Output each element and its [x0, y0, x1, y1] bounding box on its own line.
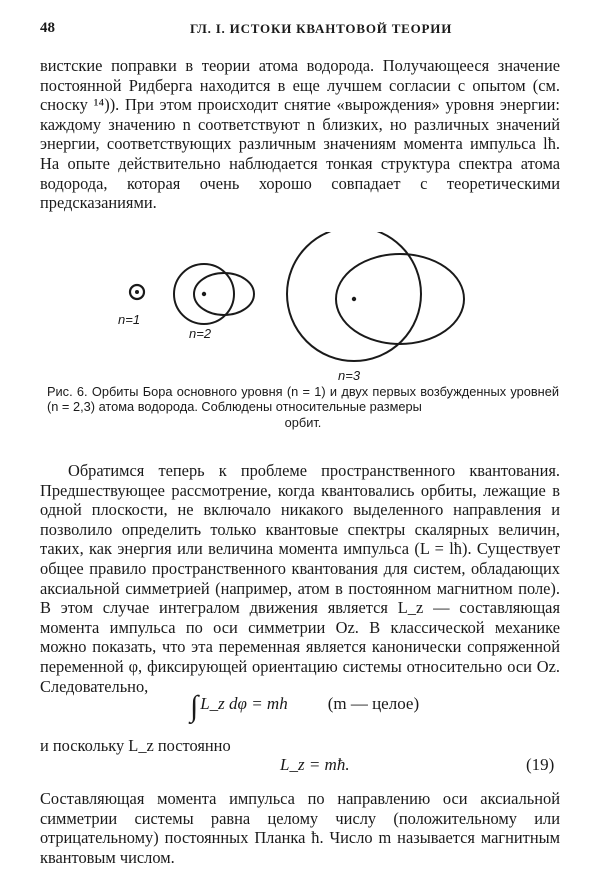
paragraph-spatial-quantization: Обратимся теперь к проблеме пространственного квантования. Предшествующее рассмотрение, когда квантовались орбиты, лежащие в одной плоскости, не включало никакого выделенного направления и позволило определить только квантовые спектры скалярных величин, таких, как энергия или величина момента импульса (L = lħ). Существует общее правило пространственного квантования для систем, обладающих аксиальной симметрией (например, атом в постоянном магнитном поле). В этом случае интегралом движения является L_z — составляющая момента импульса по оси симметрии Oz. В классической механике можно показать, что эта переменная является канонически сопряженной переменной φ, фиксирующей ориентацию системы относительно оси Oz. Следовательно,	[40, 461, 560, 696]
nucleus-n1	[135, 290, 139, 294]
label-n2: n=2	[189, 326, 212, 341]
running-head: ГЛ. I. ИСТОКИ КВАНТОВОЙ ТЕОРИИ	[190, 21, 453, 36]
paragraph-magnetic-quantum-number: Составляющая момента импульса по направлению оси аксиальной симметрии системы равна целому числу (положительному или отрицательному) постоянных Планка ħ. Число m называется магнитным квантовым числом.	[40, 789, 560, 867]
equation-number-19: (19)	[526, 755, 555, 774]
integral-sign: ∫	[190, 690, 199, 723]
equation2-intro: и поскольку L_z постоянно	[40, 736, 231, 755]
bohr-orbits-figure	[100, 232, 510, 390]
nucleus-n3	[352, 297, 356, 301]
label-n1: n=1	[118, 312, 141, 327]
equation1-note: (m — целое)	[327, 694, 420, 713]
figure-caption	[47, 384, 559, 430]
page-number: 48	[40, 20, 55, 36]
equation-19: L_z = mħ.	[280, 755, 350, 774]
equation-quantization-integral	[190, 690, 419, 724]
figure-caption-main: Рис. 6. Орбиты Бора основного уровня (n = 1) и двух первых возбужденных уровней (n = 2,3) атома водорода. Соблюдены относительные размеры	[47, 384, 559, 415]
paragraph-intro: вистские поправки в теории атома водорода. Получающееся значение постоянной Ридберга находится в еще лучшем согласии с опытом (см. сноску ¹⁴)). При этом происходит снятие «вырождения» уровня энергии: каждому значению n соответствуют n близких, но различных значений энергии, соответствующих различным значениям момента импульса lħ. На опыте действительно наблюдается тонкая структура спектра атома водорода, которая очень хорошо совпадает с теоретическими предсказаниями.	[40, 56, 560, 213]
figure-caption-end: орбит.	[284, 414, 322, 430]
equation1-expression: L_z dφ = mh	[200, 694, 288, 713]
nucleus-n2	[202, 292, 206, 296]
label-n3: n=3	[338, 368, 361, 383]
orbit-n3-circle	[287, 232, 421, 361]
